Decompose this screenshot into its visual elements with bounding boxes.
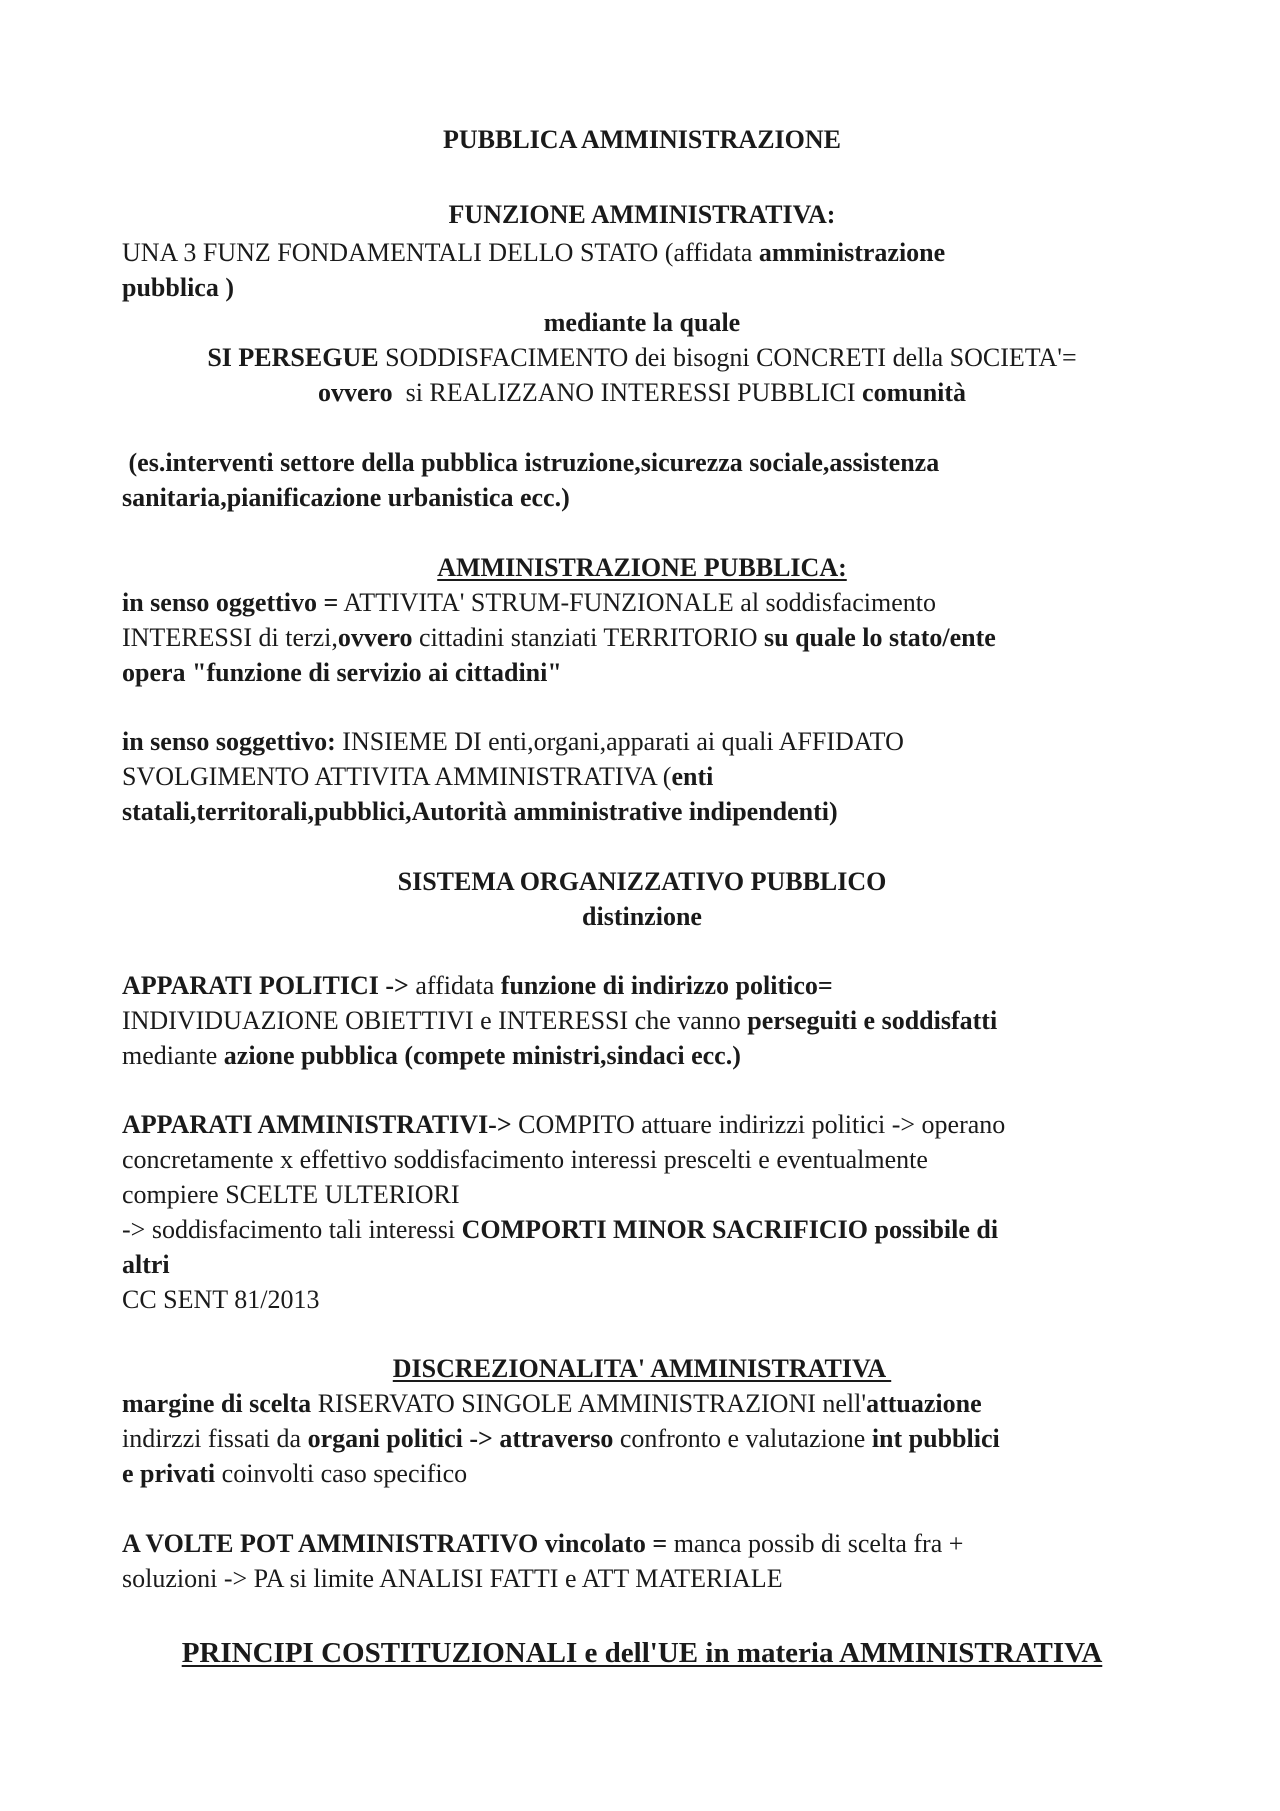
text-line bbox=[122, 620, 1162, 655]
text-span-bold: APPARATI AMMINISTRATIVI-> bbox=[122, 1110, 512, 1139]
text-span-bold: attuazione bbox=[866, 1389, 982, 1418]
text-span-bold: A VOLTE POT AMMINISTRATIVO vincolato = bbox=[122, 1529, 668, 1558]
text-span-bold: comunità bbox=[862, 378, 967, 407]
text-line bbox=[122, 375, 1162, 410]
text-line: soluzioni -> PA si limite ANALISI FATTI e ATT MATERIALE bbox=[122, 1564, 783, 1593]
text-span-bold: ovvero bbox=[317, 378, 393, 407]
text-span-bold: funzione di indirizzo politico= bbox=[500, 971, 833, 1000]
text-line bbox=[122, 235, 1162, 270]
text-span: -> soddisfacimento tali interessi bbox=[122, 1215, 462, 1244]
potere-vincolato bbox=[122, 1526, 1162, 1596]
apparati-amministrativi bbox=[122, 1107, 1162, 1317]
text-line bbox=[122, 340, 1162, 375]
text-span: RISERVATO SINGOLE AMMINISTRAZIONI nell' bbox=[311, 1389, 867, 1418]
text-line: compiere SCELTE ULTERIORI bbox=[122, 1180, 460, 1209]
text-span: mediante bbox=[122, 1041, 224, 1070]
text-span-bold: ovvero bbox=[337, 623, 413, 652]
text-span-bold: margine di scelta bbox=[122, 1389, 312, 1418]
text-span: INSIEME DI enti,organi,apparati ai quali AFFIDATO bbox=[335, 727, 904, 756]
heading-sistema-organizzativo bbox=[122, 864, 1162, 934]
text-span: si REALIZZANO INTERESSI PUBBLICI bbox=[392, 378, 863, 407]
text-line bbox=[122, 1107, 1162, 1142]
text-span-bold: SI PERSEGUE bbox=[207, 343, 379, 372]
text-span-bold: COMPORTI MINOR SACRIFICIO possibile di bbox=[461, 1215, 999, 1244]
text-line: CC SENT 81/2013 bbox=[122, 1285, 320, 1314]
text-span-bold: e privati bbox=[122, 1459, 216, 1488]
text-span-bold: APPARATI POLITICI -> bbox=[122, 971, 409, 1000]
text-line bbox=[122, 1038, 1162, 1073]
text-span: indirzzi fissati da bbox=[122, 1424, 308, 1453]
funzione-definition bbox=[122, 235, 1162, 410]
apparati-politici bbox=[122, 968, 1162, 1073]
text-line bbox=[122, 724, 1162, 759]
text-line bbox=[122, 968, 1162, 1003]
text-line bbox=[122, 1003, 1162, 1038]
text-span: UNA 3 FUNZ FONDAMENTALI DELLO STATO (affidata bbox=[122, 238, 759, 267]
text-span-bold: int pubblici bbox=[871, 1424, 1000, 1453]
text-span-bold: su quale lo stato/ente bbox=[763, 623, 996, 652]
text-line bbox=[122, 1421, 1162, 1456]
document-title: PUBBLICA AMMINISTRAZIONE bbox=[442, 125, 841, 154]
text-span: SVOLGIMENTO ATTIVITA AMMINISTRATIVA ( bbox=[122, 762, 672, 791]
heading-amministrazione-pubblica: AMMINISTRAZIONE PUBBLICA: bbox=[437, 553, 847, 582]
text-span: manca possib di scelta fra + bbox=[667, 1529, 964, 1558]
text-line: concretamente x effettivo soddisfacimento interessi prescelti e eventualmente bbox=[122, 1145, 928, 1174]
text-line: altri bbox=[122, 1250, 170, 1279]
funzione-examples bbox=[122, 445, 1162, 515]
text-span: coinvolti caso specifico bbox=[215, 1459, 468, 1488]
text-span-bold: enti bbox=[671, 762, 714, 791]
text-span-bold: organi politici -> attraverso bbox=[307, 1424, 614, 1453]
discrezionalita-definition bbox=[122, 1386, 1162, 1491]
text-span: confronto e valutazione bbox=[613, 1424, 872, 1453]
text-span-bold: perseguiti e soddisfatti bbox=[747, 1006, 998, 1035]
text-line bbox=[122, 1526, 1162, 1561]
heading-discrezionalita: DISCREZIONALITA' AMMINISTRATIVA bbox=[392, 1354, 892, 1383]
text-span-bold: amministrazione bbox=[758, 238, 946, 267]
text-line: mediante la quale bbox=[543, 308, 741, 337]
text-line: statali,territorali,pubblici,Autorità amministrative indipendenti) bbox=[122, 797, 838, 826]
text-span: cittadini stanziati TERRITORIO bbox=[412, 623, 764, 652]
text-span: affidata bbox=[408, 971, 501, 1000]
text-line bbox=[122, 1456, 1162, 1491]
text-span-bold: in senso oggettivo = bbox=[122, 588, 339, 617]
text-line: distinzione bbox=[582, 902, 702, 931]
text-line: pubblica ) bbox=[122, 273, 234, 302]
text-line: opera "funzione di servizio ai cittadini" bbox=[122, 658, 562, 687]
heading-funzione-amministrativa: FUNZIONE AMMINISTRATIVA: bbox=[448, 200, 836, 229]
text-span: SODDISFACIMENTO dei bisogni CONCRETI della SOCIETA'= bbox=[378, 343, 1077, 372]
text-span-bold: in senso soggettivo: bbox=[122, 727, 336, 756]
senso-soggettivo bbox=[122, 724, 1162, 829]
text-span: ATTIVITA' STRUM-FUNZIONALE al soddisfacimento bbox=[338, 588, 936, 617]
text-line bbox=[122, 1212, 1162, 1247]
text-line bbox=[122, 759, 1162, 794]
text-line bbox=[122, 1386, 1162, 1421]
heading-principi-costituzionali: PRINCIPI COSTITUZIONALI e dell'UE in materia AMMINISTRATIVA bbox=[181, 1637, 1103, 1669]
text-line: SISTEMA ORGANIZZATIVO PUBBLICO bbox=[397, 867, 887, 896]
text-span-bold: azione pubblica (compete ministri,sindaci ecc.) bbox=[223, 1041, 741, 1070]
text-line: (es.interventi settore della pubblica istruzione,sicurezza sociale,assistenza bbox=[122, 448, 940, 477]
text-span: INDIVIDUAZIONE OBIETTIVI e INTERESSI che vanno bbox=[122, 1006, 748, 1035]
text-line: sanitaria,pianificazione urbanistica ecc.) bbox=[122, 483, 570, 512]
senso-oggettivo bbox=[122, 585, 1162, 690]
text-span: INTERESSI di terzi, bbox=[122, 623, 338, 652]
text-span: COMPITO attuare indirizzi politici -> operano bbox=[511, 1110, 1006, 1139]
text-line bbox=[122, 585, 1162, 620]
